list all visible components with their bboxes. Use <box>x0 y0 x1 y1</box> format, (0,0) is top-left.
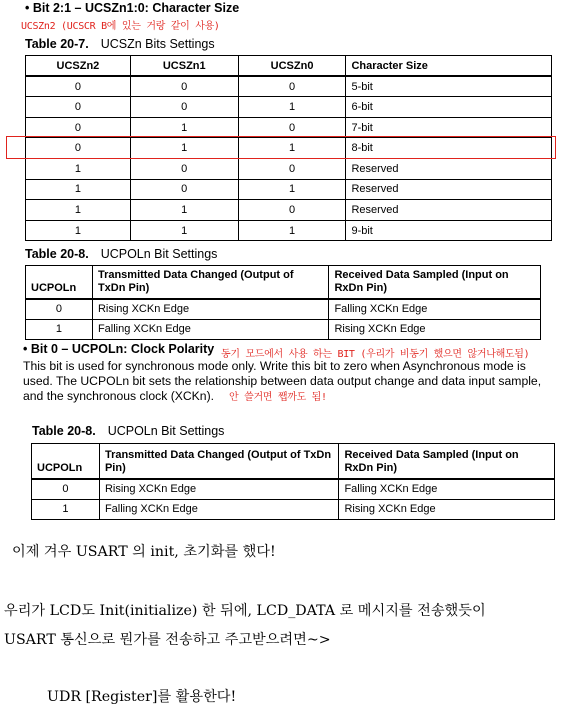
table-cell: 6-bit <box>346 97 552 118</box>
table-row <box>32 479 555 500</box>
ucpoln-bits-table-copy <box>31 443 555 520</box>
table1-title: UCSZn Bits Settings <box>100 37 215 51</box>
table-cell: 5-bit <box>346 76 552 97</box>
table-header-cell: UCPOLn <box>32 444 100 479</box>
table-row <box>26 158 552 179</box>
table-cell: 1 <box>238 138 346 159</box>
table-cell: 1 <box>26 220 131 241</box>
table-row <box>26 319 541 340</box>
table1-number: Table 20-7. <box>25 37 89 51</box>
table-cell: 0 <box>130 76 238 97</box>
table2-title: UCPOLn Bit Settings <box>100 247 218 261</box>
table-cell: Rising XCKn Edge <box>92 299 328 320</box>
table-cell: 1 <box>130 200 238 221</box>
table-cell: 0 <box>130 158 238 179</box>
table-cell: 7-bit <box>346 117 552 138</box>
table-cell: Falling XCKn Edge <box>329 299 541 320</box>
table-row <box>26 299 541 320</box>
table-row <box>26 97 552 118</box>
table-cell: 1 <box>32 499 100 520</box>
table-cell: 0 <box>26 97 131 118</box>
table2-caption <box>25 247 217 261</box>
table-cell: 0 <box>26 299 93 320</box>
table-header-cell: UCSZn2 <box>26 56 131 77</box>
table-row <box>26 117 552 138</box>
table-cell: Falling XCKn Edge <box>99 499 339 520</box>
table-header-cell: UCPOLn <box>26 266 93 299</box>
table-cell: Rising XCKn Edge <box>339 499 555 520</box>
korean-line-1: 이제 겨우 USART 의 init, 초기화를 했다! <box>12 544 276 560</box>
table-cell: Falling XCKn Edge <box>339 479 555 500</box>
table-cell: 0 <box>238 76 346 97</box>
table-cell: Reserved <box>346 200 552 221</box>
bit0-red-note-2: 안 쓸거면 쨉까도 됨! <box>229 392 327 403</box>
table-cell: 0 <box>32 479 100 500</box>
table-header-row <box>26 56 552 77</box>
table-cell: 1 <box>130 117 238 138</box>
table3-caption <box>32 424 224 438</box>
table-cell: 1 <box>130 220 238 241</box>
table2-number: Table 20-8. <box>25 247 89 261</box>
bit21-red-note: UCSZn2 (UCSCR B에 있는 거랑 같이 사용) <box>21 21 220 32</box>
table-cell: 1 <box>130 138 238 159</box>
ucpoln-bits-table <box>25 265 541 340</box>
table-cell: Rising XCKn Edge <box>329 319 541 340</box>
table-cell: 1 <box>238 97 346 118</box>
table-cell: 9-bit <box>346 220 552 241</box>
table-row <box>26 179 552 200</box>
table-row <box>26 76 552 97</box>
table-cell: Reserved <box>346 179 552 200</box>
table-header-row <box>32 444 555 479</box>
table-header-row <box>26 266 541 299</box>
table-cell: 1 <box>26 319 93 340</box>
bit0-heading: • Bit 0 – UCPOLn: Clock Polarity <box>23 342 215 356</box>
table-cell: 0 <box>238 158 346 179</box>
table-cell: Reserved <box>346 158 552 179</box>
table-cell: 0 <box>26 76 131 97</box>
table-header-cell: UCSZn1 <box>130 56 238 77</box>
table-row <box>26 200 552 221</box>
table-cell: Rising XCKn Edge <box>99 479 339 500</box>
table-cell: 0 <box>130 179 238 200</box>
bit21-heading: • Bit 2:1 – UCSZn1:0: Character Size <box>25 1 240 15</box>
table-header-cell: Transmitted Data Changed (Output of TxDn Pin) <box>92 266 328 299</box>
red-highlight-box <box>6 136 556 159</box>
table-cell: 0 <box>238 200 346 221</box>
table-cell: 1 <box>238 220 346 241</box>
table3-title: UCPOLn Bit Settings <box>107 424 225 438</box>
bit0-red-note: 동기 모드에서 사용 하는 BIT (우리가 비동기 했으면 않거나해도됨) <box>221 349 530 360</box>
table1-caption <box>25 37 215 51</box>
table-header-cell: Character Size <box>346 56 552 77</box>
korean-line-4: UDR [Register]를 활용한다! <box>47 689 237 705</box>
table-header-cell: Received Data Sampled (Input on RxDn Pin) <box>339 444 555 479</box>
table-header-cell: Received Data Sampled (Input on RxDn Pin) <box>329 266 541 299</box>
table-cell: 0 <box>130 97 238 118</box>
korean-line-3: USART 통신으로 뭔가를 전송하고 주고받으려면~> <box>4 632 331 648</box>
table3-number: Table 20-8. <box>32 424 96 438</box>
table-cell: 0 <box>26 117 131 138</box>
bit0-line-1: This bit is used for synchronous mode only. Write this bit to zero when Asynchronous mode is <box>23 359 526 373</box>
table-header-cell: UCSZn0 <box>238 56 346 77</box>
table-cell: Falling XCKn Edge <box>92 319 328 340</box>
table-cell: 8-bit <box>346 138 552 159</box>
table-row <box>32 499 555 520</box>
table-cell: 0 <box>26 138 131 159</box>
table-cell: 1 <box>238 179 346 200</box>
table-row <box>26 220 552 241</box>
table-cell: 1 <box>26 200 131 221</box>
table-cell: 1 <box>26 179 131 200</box>
table-cell: 0 <box>238 117 346 138</box>
bit0-line-3: and the synchronous clock (XCKn). <box>23 389 215 403</box>
bit0-line-2: used. The UCPOLn bit sets the relationship between data output change and data input sample, <box>23 374 542 388</box>
table-cell: 1 <box>26 158 131 179</box>
korean-line-2: 우리가 LCD도 Init(initialize) 한 뒤에, LCD_DATA 로 메시지를 전송했듯이 <box>4 603 486 619</box>
table-header-cell: Transmitted Data Changed (Output of TxDn Pin) <box>99 444 339 479</box>
